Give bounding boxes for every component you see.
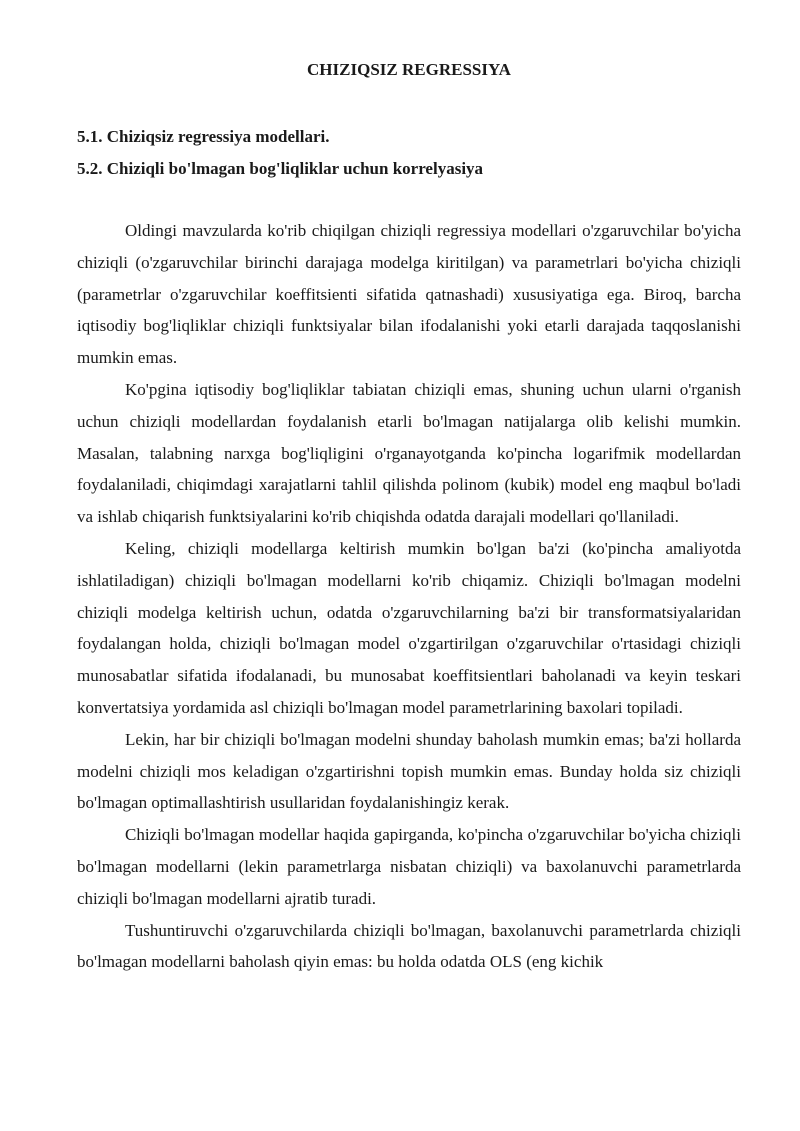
paragraph: Ko'pgina iqtisodiy bog'liqliklar tabiatan chiziqli emas, shuning uchun ularni o'rganish uchun chiziqli modellardan foydalanish etarli bo'lmagan natijalarga olib kelishi mumkin. Masalan, talabning narxga bog'liqligini o'rganayotganda ko'pincha logarifmik modellardan foydalaniladi, chiqimdagi xarajatlarni tahlil qilishda polinom (kubik) model eng maqbul bo'ladi va ishlab chiqarish funktsiyalarini ko'rib chiqishda odatda darajali modellari qo'llaniladi. xyxy=(77,379,741,527)
paragraph: Chiziqli bo'lmagan modellar haqida gapirganda, ko'pincha o'zgaruvchilar bo'yicha chiziqli bo'lmagan modellarni (lekin parametrlarga nisbatan chiziqli) va baxolanuvchi parametrlarda chiziqli bo'lmagan modellarni ajratib turadi. xyxy=(77,825,741,908)
paragraph: Oldingi mavzularda ko'rib chiqilgan chiziqli regressiya modellari o'zgaruvchilar bo'yicha chiziqli (o'zgaruvchilar birinchi darajaga modelga kiritilgan) va parametrlari bo'yicha chiziqli (parametrlar o'zgaruvchilar koeffitsienti sifatida qatnashadi) xususiyatiga ega. Biroq, barcha iqtisodiy bog'liqliklar chiziqli funktsiyalar bilan ifodalanishi yoki etarli darajada taqqoslanishi mumkin emas. xyxy=(77,221,741,368)
section-list xyxy=(77,121,741,185)
document-title: CHIZIQSIZ REGRESSIYA xyxy=(307,60,511,79)
section-heading-5-1: 5.1. Chiziqsiz regressiya modellari. xyxy=(77,127,330,146)
section-heading-5-2: 5.2. Chiziqli bo'lmagan bog'liqliklar uchun korrelyasiya xyxy=(77,159,484,178)
paragraph: Tushuntiruvchi o'zgaruvchilarda chiziqli bo'lmagan, baxolanuvchi parametrlarda chiziqli bo'lmagan modellarni baholash qiyin emas: bu holda odatda OLS (eng kichik xyxy=(77,920,741,972)
body-text xyxy=(77,215,741,978)
paragraph: Keling, chiziqli modellarga keltirish mumkin bo'lgan ba'zi (ko'pincha amaliyotda ishlatiladigan) chiziqli bo'lmagan modellarni ko'rib chiqamiz. Chiziqli bo'lmagan modelni chiziqli modelga keltirish uchun, odatda o'zgaruvchilarning ba'zi bir transformatsiyalaridan foydalangan holda, chiziqli bo'lmagan model o'zgartirilgan o'zgaruvchilar o'rtasidagi chiziqli munosabatlar sifatida ifodalanadi, bu munosabat koeffitsientlari baholanadi va keyin teskari konvertatsiya yordamida asl chiziqli bo'lmagan model parametrlarining baxolari topiladi. xyxy=(77,538,741,717)
paragraph: Lekin, har bir chiziqli bo'lmagan modelni shunday baholash mumkin emas; ba'zi hollarda modelni chiziqli mos keladigan o'zgartirishni topish mumkin emas. Bunday holda siz chiziqli bo'lmagan optimallashtirish usullaridan foydalanishingiz kerak. xyxy=(77,729,741,813)
